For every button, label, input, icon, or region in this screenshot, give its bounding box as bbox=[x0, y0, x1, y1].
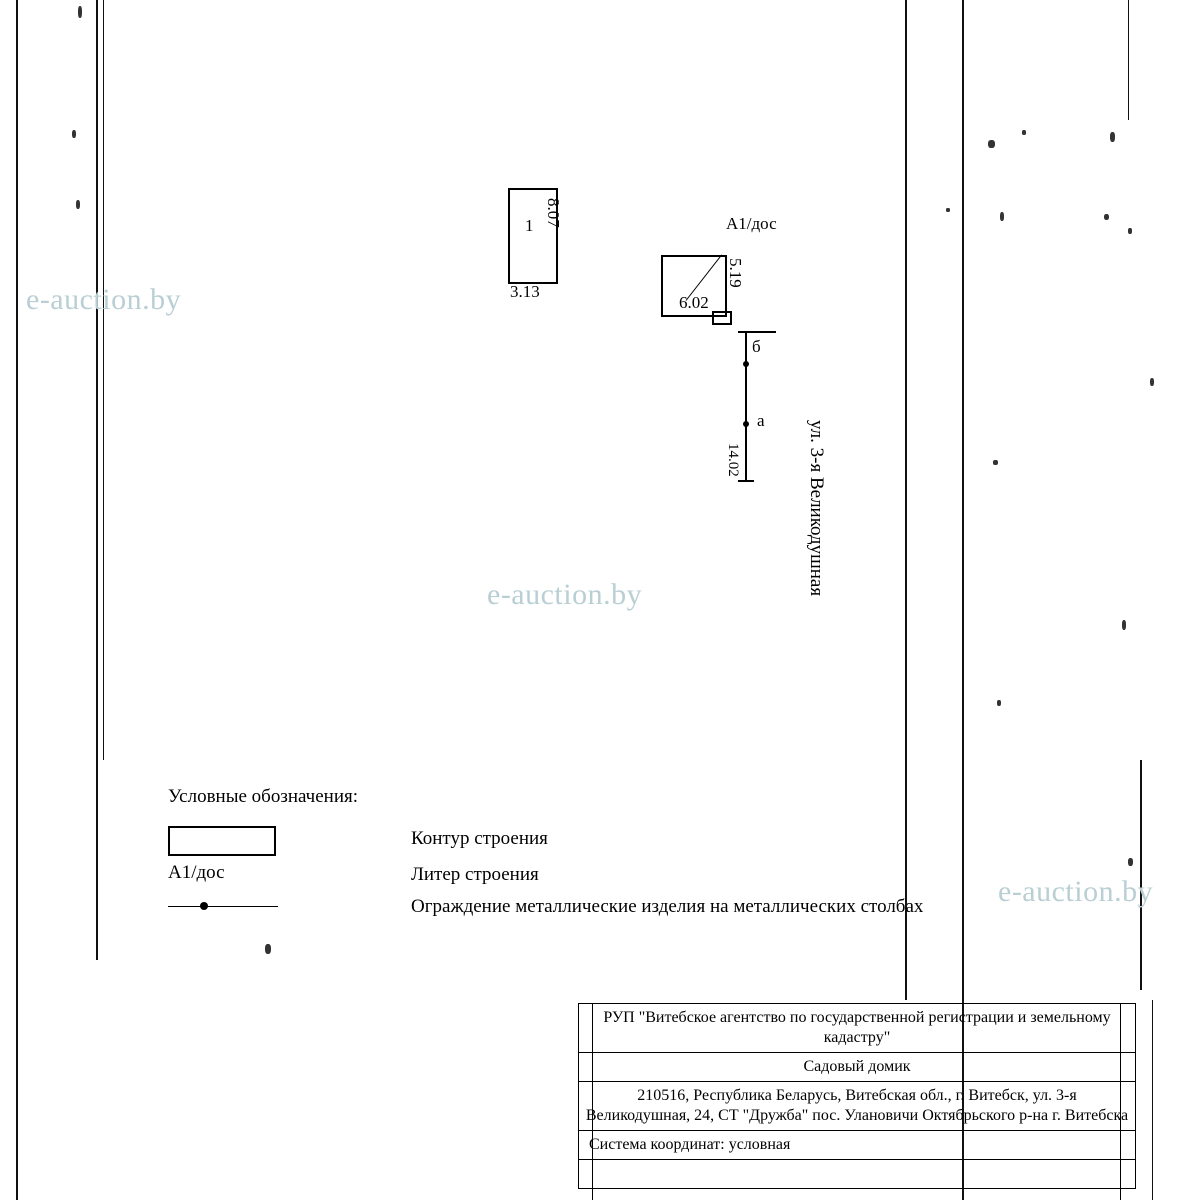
legend-symbol-wrap bbox=[168, 892, 398, 924]
fence-line bbox=[745, 333, 747, 481]
legend-item-liter bbox=[168, 860, 1088, 892]
scan-speck bbox=[265, 944, 271, 954]
title-block-left-column bbox=[578, 1003, 593, 1200]
building-2-liter-label: A1/дос bbox=[726, 214, 777, 233]
scan-speck bbox=[1122, 620, 1126, 630]
legend bbox=[168, 786, 1088, 928]
building-2-porch bbox=[712, 311, 732, 325]
scan-speck bbox=[997, 700, 1001, 706]
legend-item-fence bbox=[168, 892, 1088, 928]
title-block-organization: РУП "Витебское агентство по государственной регистрации и земельному кадастру" bbox=[579, 1004, 1135, 1053]
fence-bottom-cap bbox=[738, 480, 754, 482]
scan-speck bbox=[72, 130, 76, 138]
building-outline-icon bbox=[168, 826, 276, 856]
scan-speck bbox=[993, 460, 998, 465]
legend-symbol-wrap bbox=[168, 860, 398, 892]
fence-point-b-marker bbox=[743, 361, 749, 367]
building-1-number: 1 bbox=[525, 216, 534, 235]
scan-line-left-1 bbox=[16, 0, 18, 1200]
scan-line-right-1 bbox=[1128, 0, 1129, 120]
fence-post-icon bbox=[200, 902, 208, 910]
scan-speck bbox=[78, 6, 82, 18]
legend-item-building-outline bbox=[168, 824, 1088, 860]
scan-speck bbox=[1022, 130, 1026, 135]
scan-speck bbox=[76, 200, 80, 209]
building-2-height-dimension: 5.19 bbox=[726, 258, 745, 288]
scan-speck bbox=[946, 208, 950, 212]
scan-speck bbox=[1150, 378, 1154, 386]
title-block-object: Садовый домик bbox=[579, 1053, 1135, 1082]
watermark: e-auction.by bbox=[998, 875, 1154, 908]
fence-point-b-label: б bbox=[752, 337, 761, 356]
scan-line-left-3 bbox=[103, 0, 104, 760]
fence-line-icon bbox=[168, 906, 278, 907]
scan-speck bbox=[1104, 214, 1109, 220]
scan-line-right-3 bbox=[1152, 1000, 1153, 1200]
legend-item-label: Литер строения bbox=[411, 864, 539, 885]
scan-speck bbox=[1000, 212, 1004, 221]
watermark: e-auction.by bbox=[26, 283, 182, 316]
street-name-label: ул. 3-я Великодушная bbox=[806, 420, 827, 597]
title-block-extra-row bbox=[579, 1160, 1135, 1189]
scan-line-left-2 bbox=[96, 0, 98, 960]
liter-text-icon: А1/дос bbox=[168, 862, 225, 883]
watermark: e-auction.by bbox=[487, 578, 643, 611]
fence-top-cap bbox=[738, 331, 776, 333]
fence-length-dimension: 14.02 bbox=[725, 443, 741, 477]
title-block-address: 210516, Республика Беларусь, Витебская обл., г. Витебск, ул. 3-я Великодушная, 24, СТ "Дружба" пос. Улановичи Октябрьского р-на г. Витебска bbox=[579, 1082, 1135, 1131]
building-1-width-dimension: 3.13 bbox=[510, 282, 540, 301]
scan-speck bbox=[1128, 858, 1133, 866]
fence-point-a-label: а bbox=[757, 411, 765, 430]
scan-speck bbox=[1128, 228, 1132, 234]
legend-symbol-wrap bbox=[168, 824, 398, 856]
building-1-height-dimension: 8.07 bbox=[544, 198, 563, 228]
scan-speck bbox=[988, 140, 995, 148]
title-block-coordinate-system: Система координат: условная bbox=[579, 1131, 1135, 1160]
legend-item-label: Ограждение металлические изделия на металлических столбах bbox=[411, 896, 924, 917]
legend-item-label: Контур строения bbox=[411, 828, 548, 849]
fence-point-a-marker bbox=[743, 421, 749, 427]
title-block bbox=[578, 1003, 1136, 1189]
legend-title: Условные обозначения: bbox=[168, 786, 359, 807]
title-block-right-column bbox=[1120, 1003, 1135, 1200]
building-2-width-dimension: 6.02 bbox=[679, 293, 709, 312]
scan-speck bbox=[1110, 132, 1115, 142]
